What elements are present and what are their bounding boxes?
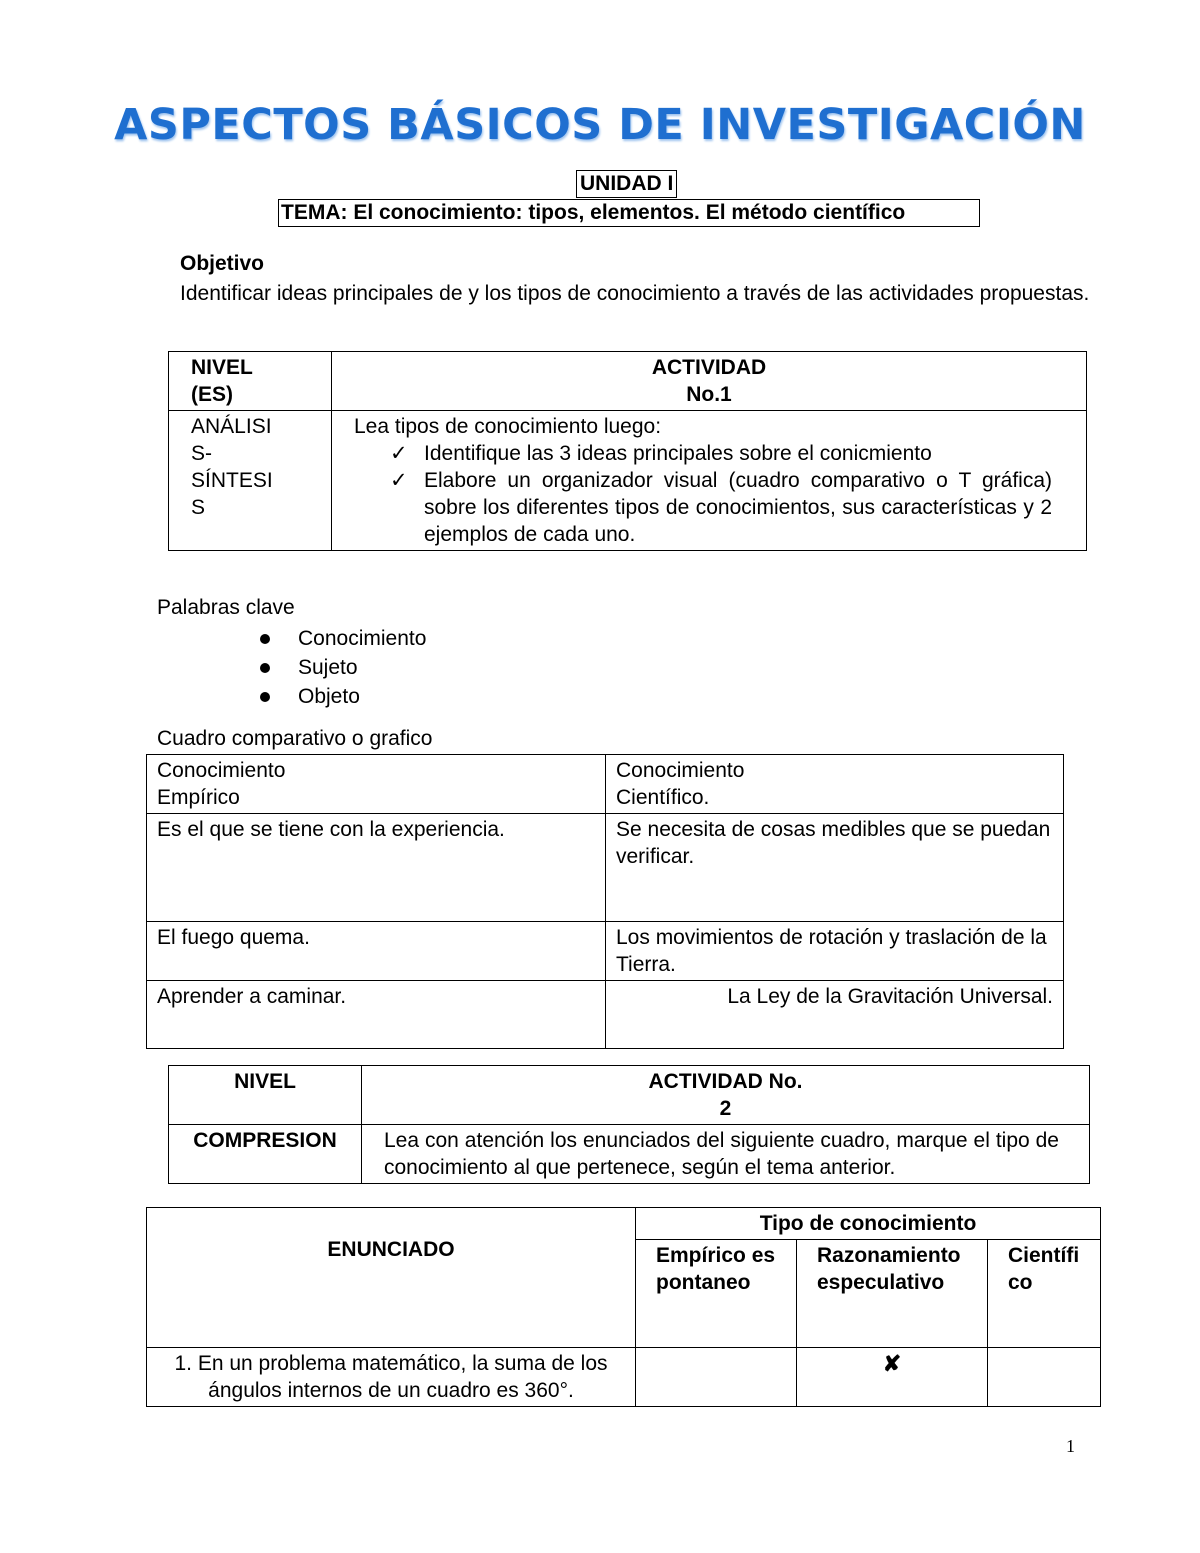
level-header-line-1: NIVEL <box>191 356 253 379</box>
mark-cell-razonamiento: ✘ <box>797 1348 988 1407</box>
check-icon: ✓ <box>390 442 408 465</box>
col-razonamiento-header: Razonamiento especulativo <box>797 1240 988 1348</box>
header-line: Conocimiento <box>157 759 286 782</box>
checklist-item <box>390 440 1052 467</box>
comparative-chart-heading: Cuadro comparativo o grafico <box>157 727 433 750</box>
activity-header-line-1: ACTIVIDAD <box>651 356 767 379</box>
comparative-table <box>146 754 1064 1049</box>
col-empirico-header: Empírico espontaneo <box>636 1240 797 1348</box>
activity-header-line-1: ACTIVIDAD No. <box>648 1070 803 1093</box>
mark-cell-cientifico <box>988 1348 1101 1407</box>
checklist-item-text: Elabore un organizador visual (cuadro comparativo o T gráfica) sobre los diferentes tipos de conocimientos, sus características y 2 ejemplos de cada uno. <box>424 469 1052 546</box>
unit-heading: UNIDAD I <box>576 170 677 198</box>
checklist-item-text: Identifique las 3 ideas principales sobre el conicmiento <box>424 442 932 465</box>
knowledge-type-header: Tipo de conocimiento <box>636 1208 1101 1240</box>
activity-header-cell <box>362 1066 1090 1125</box>
level-value-line: S <box>191 496 206 519</box>
header-line: Conocimiento <box>616 759 745 782</box>
table-cell: Aprender a caminar. <box>147 981 606 1049</box>
comparative-header-empirico <box>147 755 606 814</box>
mark-cell-empirico <box>636 1348 797 1407</box>
comparative-header-cientifico <box>606 755 1064 814</box>
level-value-cell: COMPRESION <box>169 1125 362 1184</box>
header-line: Científico. <box>616 786 710 809</box>
level-value-line: SÍNTESI <box>191 469 273 492</box>
header-line: Empírico <box>157 786 240 809</box>
objective-text: Identificar ideas principales de y los tipos de conocimiento a través de las actividades propuestas. <box>180 282 1090 305</box>
activity-header-line-2: 2 <box>719 1097 732 1120</box>
bullet-icon <box>260 692 270 702</box>
level-header-line-2: (ES) <box>191 383 233 406</box>
keyword-item <box>258 682 426 711</box>
topic-heading: TEMA: El conocimiento: tipos, elementos. El método científico <box>278 199 980 227</box>
activity-instructions-cell <box>332 411 1087 551</box>
level-value-line: ANÁLISI <box>191 415 272 438</box>
keyword-text: Sujeto <box>298 656 358 679</box>
keyword-text: Conocimiento <box>298 627 427 650</box>
level-header-cell: NIVEL <box>169 1066 362 1125</box>
activity-header-cell <box>332 352 1087 411</box>
table-cell: Se necesita de cosas medibles que se puedan verificar. <box>606 814 1064 922</box>
level-header-cell <box>169 352 332 411</box>
col-cientifico-header: Científico <box>988 1240 1101 1348</box>
statements-table <box>146 1207 1101 1407</box>
table-cell: Es el que se tiene con la experiencia. <box>147 814 606 922</box>
table-cell: Los movimientos de rotación y traslación de la Tierra. <box>606 922 1064 981</box>
checklist-item <box>390 467 1052 548</box>
activity-checklist <box>354 440 1052 548</box>
page-number: 1 <box>1066 1436 1075 1456</box>
table-cell: La Ley de la Gravitación Universal. <box>606 981 1064 1049</box>
enunciado-header: ENUNCIADO <box>147 1208 636 1348</box>
activity-header-line-2: No.1 <box>686 383 732 406</box>
objective-heading: Objetivo <box>180 252 265 275</box>
keywords-list <box>258 624 426 711</box>
activity-instructions-cell: Lea con atención los enunciados del siguiente cuadro, marque el tipo de conocimiento al que pertenece, según el tema anterior. <box>362 1125 1090 1184</box>
statement-text-cell: 1. En un problema matemático, la suma de los ángulos internos de un cuadro es 360°. <box>147 1348 636 1407</box>
bullet-icon <box>260 634 270 644</box>
activity-intro: Lea tipos de conocimiento luego: <box>354 415 662 438</box>
keyword-item <box>258 653 426 682</box>
keyword-item <box>258 624 426 653</box>
check-icon: ✓ <box>390 469 408 492</box>
bullet-icon <box>260 663 270 673</box>
level-value-line: S- <box>191 442 212 465</box>
keywords-heading: Palabras clave <box>157 596 295 619</box>
table-cell: El fuego quema. <box>147 922 606 981</box>
activity-2-table <box>168 1065 1090 1184</box>
document-title: ASPECTOS BÁSICOS DE INVESTIGACIÓN <box>114 100 1086 150</box>
keyword-text: Objeto <box>298 685 360 708</box>
level-value-cell <box>169 411 332 551</box>
activity-1-table <box>168 351 1087 551</box>
